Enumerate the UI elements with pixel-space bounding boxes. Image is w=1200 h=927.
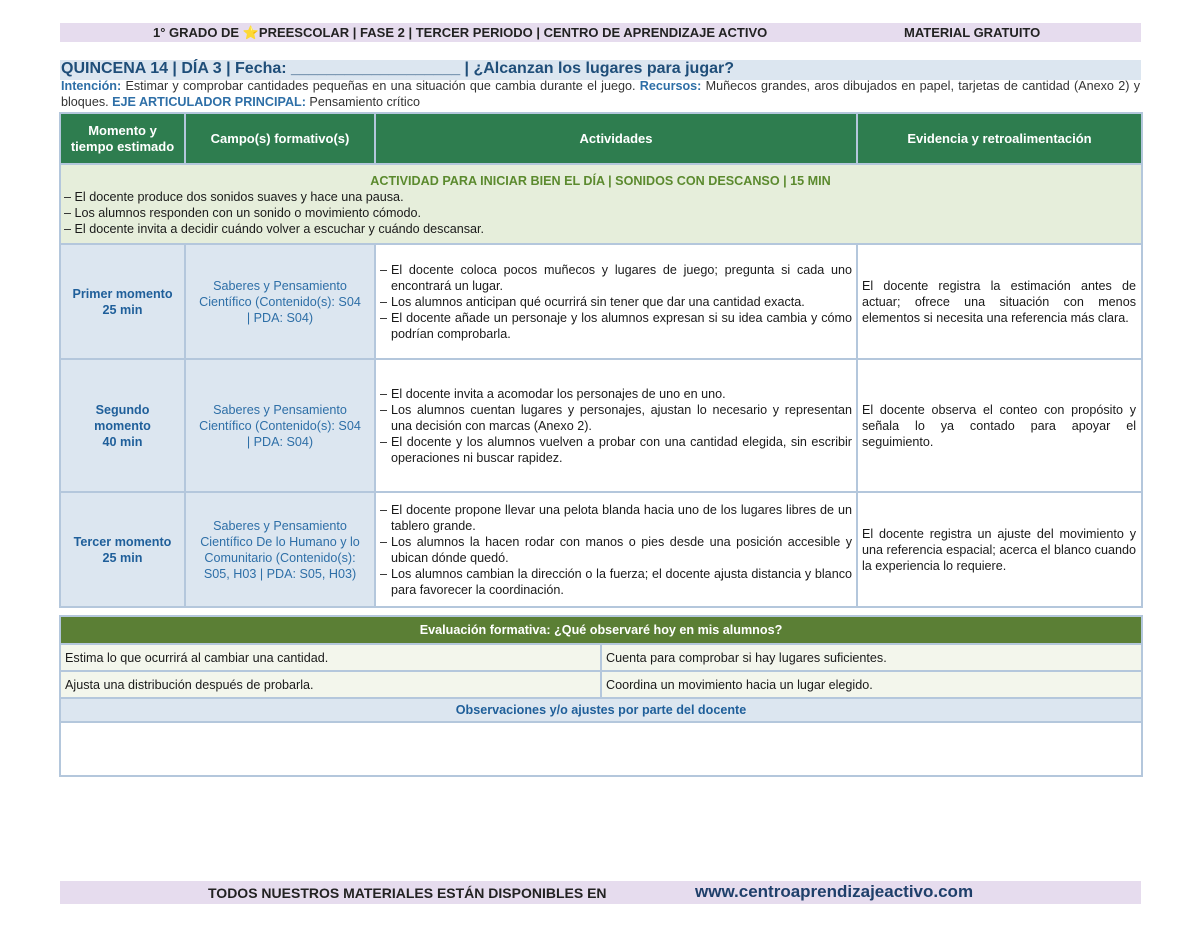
- activity-item: – Los alumnos cuentan lugares y personajes, ajustan lo necesario y representan una decisión con marcas (Anexo 2).: [380, 402, 852, 434]
- evaluation-cell: Ajusta una distribución después de probarla.: [60, 671, 601, 698]
- evidence-cell: El docente registra la estimación antes de actuar; ofrece una situación con menos elementos si necesita una referencia más clara.: [857, 244, 1142, 359]
- intencion-text: Estimar y comprobar cantidades pequeñas en una situación que cambia durante el juego.: [121, 79, 640, 93]
- header-campo: Campo(s) formativo(s): [185, 113, 375, 164]
- recursos-label: Recursos:: [639, 79, 702, 93]
- activity-item: – El docente y los alumnos vuelven a probar con una cantidad elegida, sin escribir operaciones ni buscar rapidez.: [380, 434, 852, 466]
- header-right: MATERIAL GRATUITO: [904, 25, 1041, 40]
- footer-url-link[interactable]: www.centroaprendizajeactivo.com: [695, 882, 974, 901]
- header-momento: Momento y tiempo estimado: [60, 113, 185, 164]
- day-start-item: – El docente invita a decidir cuándo volver a escuchar y cuándo descansar.: [64, 222, 485, 236]
- footer-text: TODOS NUESTROS MATERIALES ESTÁN DISPONIBLES EN: [208, 885, 607, 901]
- campo-cell: Saberes y Pensamiento Científico (Contenido(s): S04 | PDA: S04): [185, 359, 375, 492]
- header-bar: [60, 23, 1141, 42]
- activity-item: – El docente propone llevar una pelota blanda hacia uno de los lugares libres de un tablero grande.: [380, 502, 852, 534]
- moment-cell: Segundo momento 40 min: [60, 359, 185, 492]
- day-start-item: – El docente produce dos sonidos suaves y hace una pausa.: [64, 190, 404, 204]
- intent-paragraph: [61, 79, 1140, 110]
- header-evidencia: Evidencia y retroalimentación: [857, 113, 1142, 164]
- evaluation-cell: Estima lo que ocurrirá al cambiar una cantidad.: [60, 644, 601, 671]
- evidence-cell: El docente registra un ajuste del movimiento y una referencia espacial; acerca el blanco cuando la experiencia lo requiere.: [857, 492, 1142, 607]
- evaluation-table: [59, 615, 1143, 777]
- table-row: [60, 492, 1142, 607]
- planning-table: [59, 112, 1143, 608]
- moment-cell: Tercer momento 25 min: [60, 492, 185, 607]
- activity-item: – Los alumnos cambian la dirección o la fuerza; el docente ajusta distancia y blanco para favorecer la coordinación.: [380, 566, 852, 598]
- activity-item: – El docente coloca pocos muñecos y lugares de juego; pregunta si cada uno encontrará un lugar.: [380, 262, 852, 294]
- day-start-row: [60, 164, 1142, 244]
- table-row: [60, 359, 1142, 492]
- campo-cell: Saberes y Pensamiento Científico De lo Humano y lo Comunitario (Contenido(s): S05, H03 | PDA: S05, H03): [185, 492, 375, 607]
- evaluation-cell: Coordina un movimiento hacia un lugar elegido.: [601, 671, 1142, 698]
- evaluation-cell: Cuenta para comprobar si hay lugares suficientes.: [601, 644, 1142, 671]
- day-start-item: – Los alumnos responden con un sonido o movimiento cómodo.: [64, 206, 422, 220]
- activity-item: – El docente invita a acomodar los personajes de uno en uno.: [380, 386, 852, 402]
- table-header-row: [60, 113, 1142, 164]
- observations-box: [60, 722, 1142, 776]
- eje-label: EJE ARTICULADOR PRINCIPAL:: [112, 94, 306, 109]
- evaluation-heading: Evaluación formativa: ¿Qué observaré hoy en mis alumnos?: [60, 616, 1142, 644]
- activity-item: – Los alumnos anticipan qué ocurrirá sin tener que dar una cantidad exacta.: [380, 294, 852, 310]
- table-row: [60, 244, 1142, 359]
- eje-text: Pensamiento crítico: [305, 94, 421, 109]
- footer-bar: [60, 881, 1141, 904]
- evidence-cell: El docente observa el conteo con propósito y señala lo ya contado para apoyar el seguimiento.: [857, 359, 1142, 492]
- observations-heading: Observaciones y/o ajustes por parte del docente: [60, 698, 1142, 722]
- header-actividades: Actividades: [375, 113, 857, 164]
- campo-cell: Saberes y Pensamiento Científico (Contenido(s): S04 | PDA: S04): [185, 244, 375, 359]
- recursos-text: Muñecos grandes, aros dibujados en papel, tarjetas de cantidad (Anexo 2) y bloques.: [61, 79, 1140, 109]
- moment-cell: Primer momento 25 min: [60, 244, 185, 359]
- header-left: 1° GRADO DE ⭐PREESCOLAR | FASE 2 | TERCER PERIODO | CENTRO DE APRENDIZAJE ACTIVO: [153, 25, 768, 40]
- intencion-label: Intención:: [61, 79, 122, 93]
- day-start-box: [60, 164, 1142, 244]
- activities-cell: [375, 359, 857, 492]
- star-icon: ⭐: [242, 25, 259, 40]
- activity-item: – El docente añade un personaje y los alumnos expresan si su idea cambia y cómo podrían comprobarla.: [380, 310, 852, 342]
- day-start-heading: ACTIVIDAD PARA INICIAR BIEN EL DÍA | SONIDOS CON DESCANSO | 15 MIN: [370, 174, 831, 188]
- page-title: QUINCENA 14 | DÍA 3 | Fecha: ___________________ | ¿Alcanzan los lugares para jugar?: [61, 60, 734, 77]
- activity-item: – Los alumnos la hacen rodar con manos o pies desde una posición accesible y ubican dónde quedó.: [380, 534, 852, 566]
- activities-cell: [375, 244, 857, 359]
- activities-cell: [375, 492, 857, 607]
